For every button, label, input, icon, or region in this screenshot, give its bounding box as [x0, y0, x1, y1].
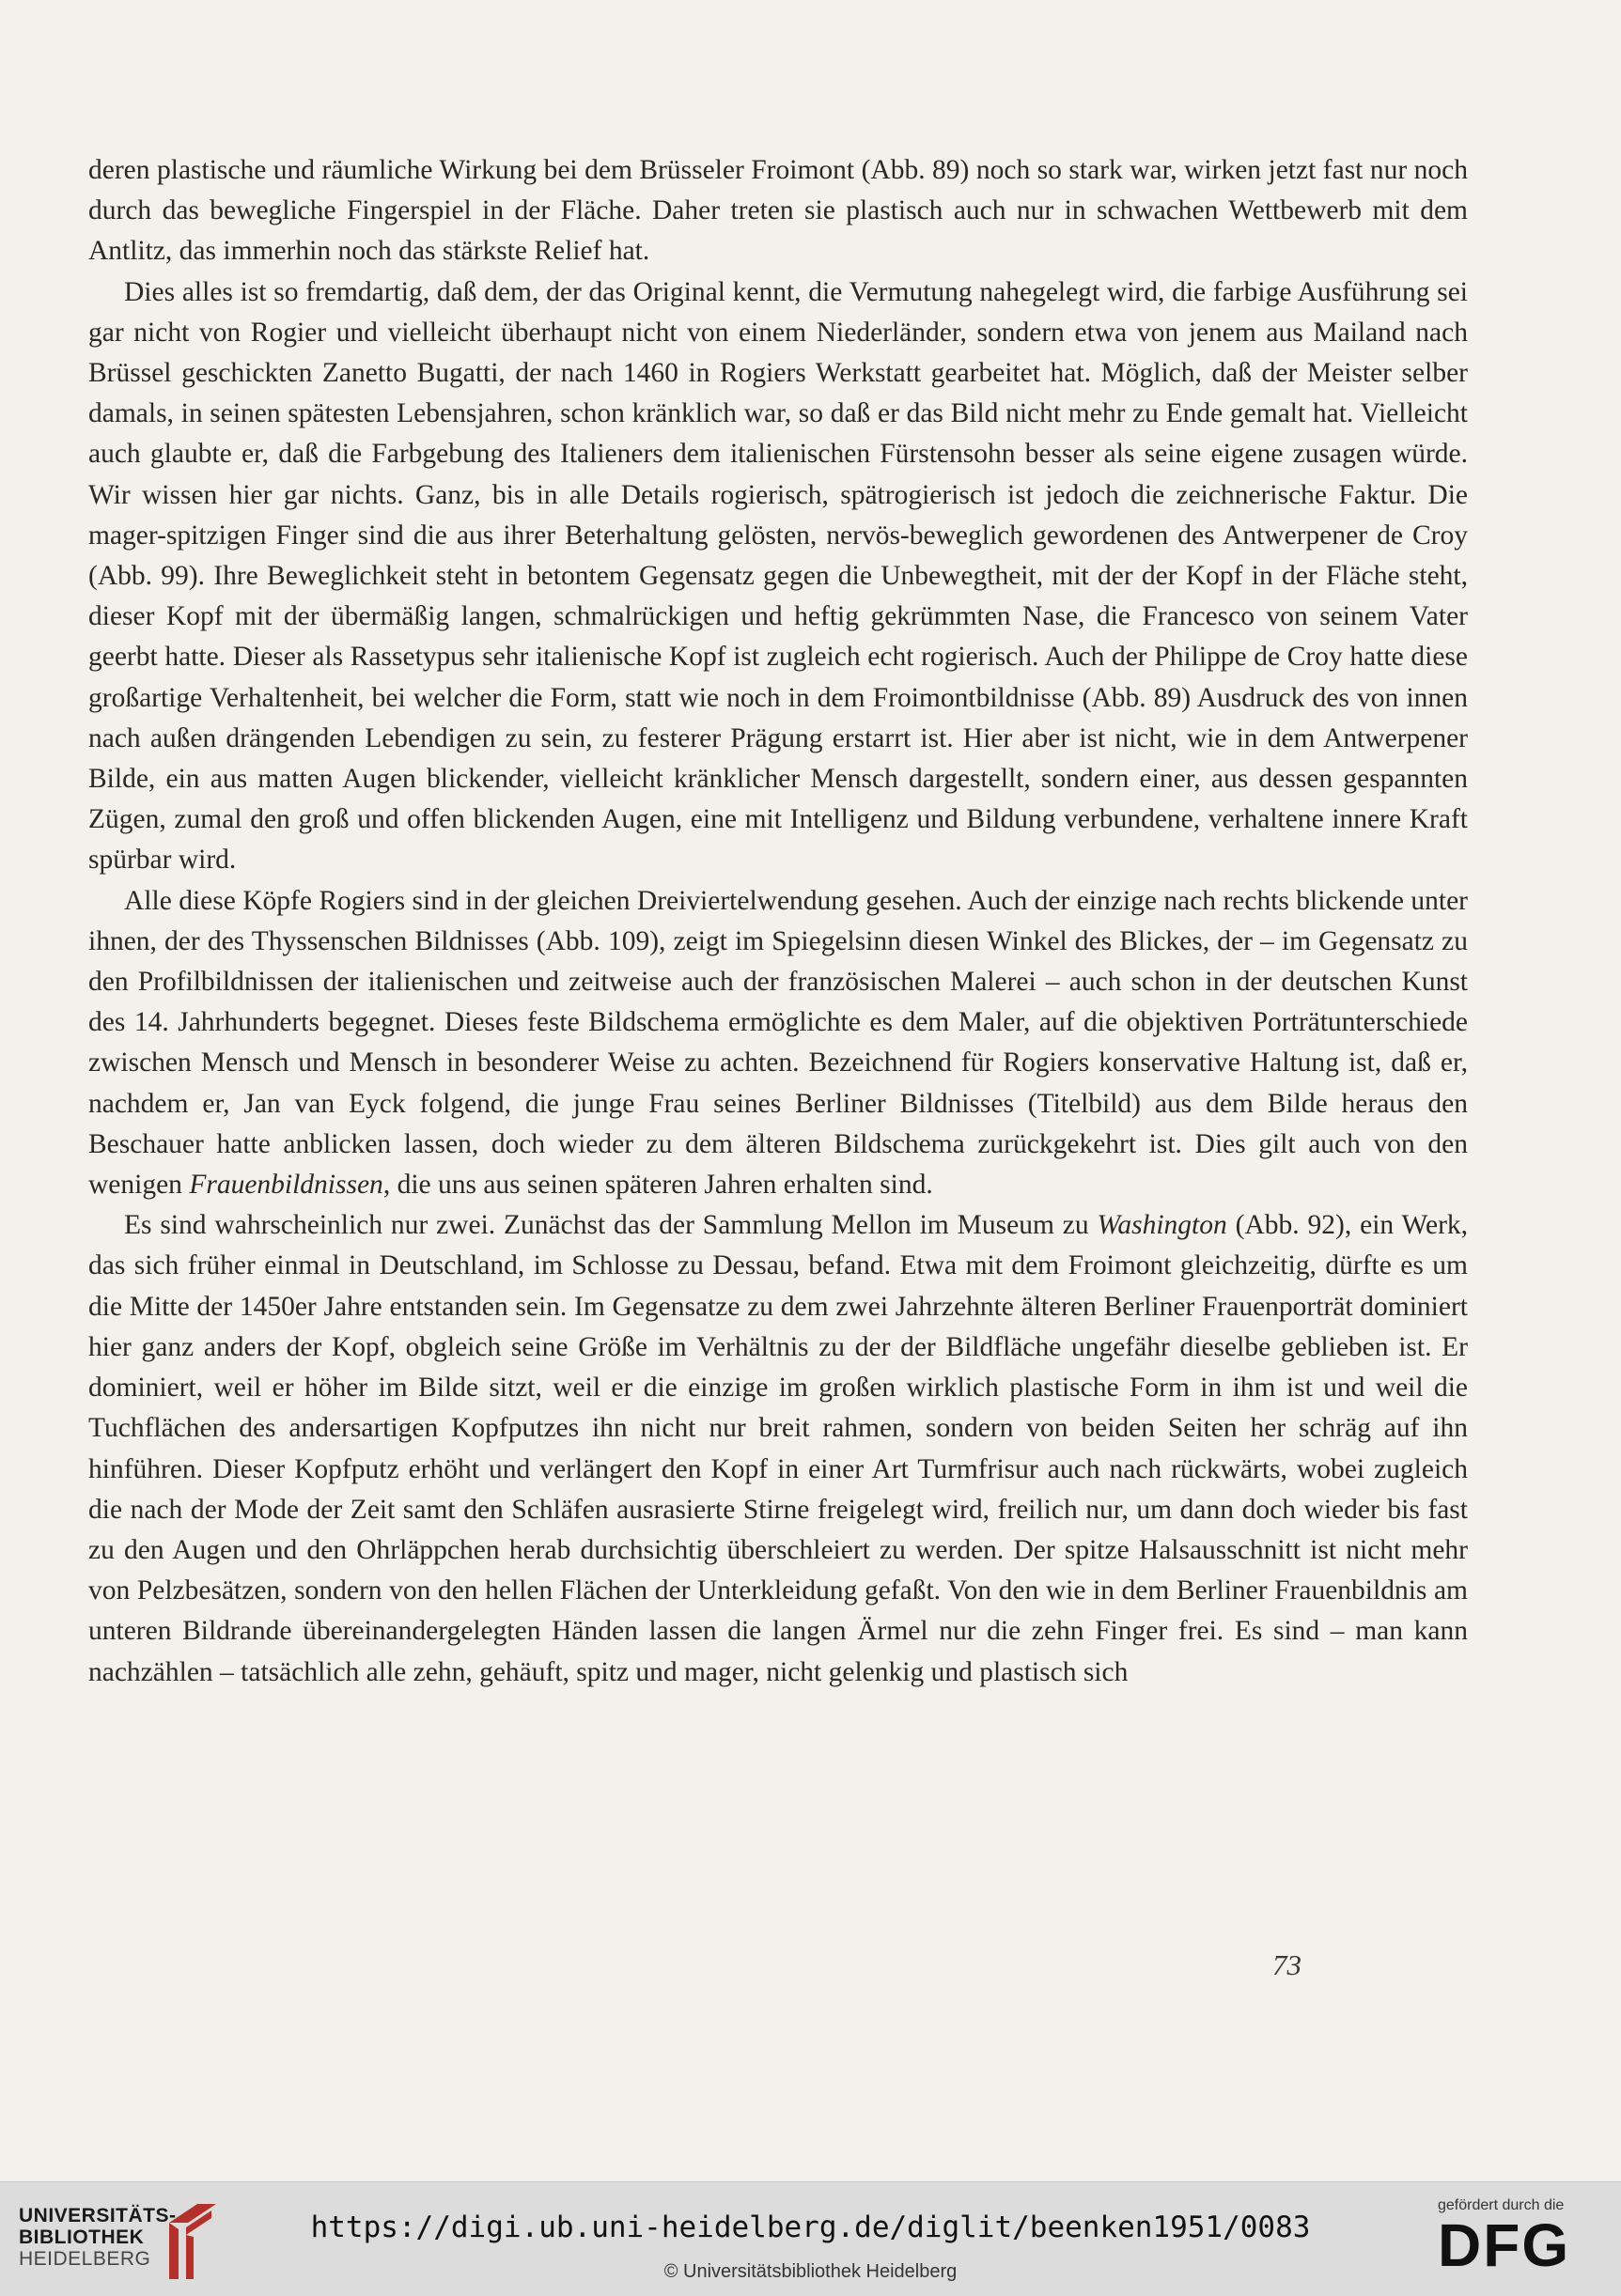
paragraph	[88, 881, 1468, 1206]
italic-term: Frauenbildnissen	[189, 1170, 383, 1201]
paragraph-text: Alle diese Köpfe Rogiers sind in der gleichen Dreiviertelwendung gesehen. Auch der einzige nach rechts blickende unter ihnen, der des Thyssenschen Bildnisses (Abb. 109), zeigt im Spiegelsinn diesen Winkel des Blickes, der – im Gegensatz zu den Profilbildnissen der italienischen und zeitweise auch der französischen Malerei – auch schon in der deutschen Kunst des 14. Jahrhunderts begegnet. Dieses feste Bildschema ermöglichte es dem Maler, auf die objektiven Porträtunterschiede zwischen Mensch und Mensch in besonderer Weise zu achten. Bezeichnend für Rogiers konservative Haltung ist, daß er, nachdem er, Jan van Eyck folgend, die junge Frau seines Berliner Bildnisses (Titelbild) aus dem Bilde heraus den Beschauer hatte anblicken lassen, doch wieder zu dem älteren Bildschema zurückgekehrt ist. Dies gilt auch von den wenigen	[88, 885, 1468, 1201]
body-text	[88, 150, 1468, 1693]
paragraph	[88, 1205, 1468, 1692]
sponsor-text: gefördert durch die	[1438, 2197, 1565, 2213]
logo-line: BIBLIOTHEK	[19, 2226, 145, 2248]
italic-place: Washington	[1097, 1210, 1227, 1241]
paragraph-text: (Abb. 92), ein Werk, das sich früher einmal in Deutschland, im Schlosse zu Dessau, befand. Etwa mit dem Froimont gleichzeitig, dürfte es um die Mitte der 1450er Jahre entstanden sein. Im Gegensatze zu dem zwei Jahrzehnte älteren Berliner Frauenporträt dominiert hier ganz anders der Kopf, obgleich seine Größe im Verhältnis zu der der Bildfläche ungefähr dieselbe geblieben ist. Er dominiert, weil er höher im Bilde sitzt, weil er die einzige im großen wirklich plastische Form in ihm ist und weil die Tuchflächen des andersartigen Kopfputzes ihn nicht nur breit rahmen, sondern von beiden Seiten her schräg auf ihn hinführen. Dieser Kopfputz erhöht und verlängert den Kopf in einer Art Turmfrisur auch nach rückwärts, wobei zugleich die nach der Mode der Zeit samt den Schläfen ausrasierte Stirne freigelegt wird, freilich nur, um dann doch wieder bis fast zu den Augen und den Ohrläppchen herab durchsichtig überschleiert zu werden. Der spitze Halsausschnitt ist nicht mehr von Pelzbesätzen, sondern von den hellen Flächen der Unterkleidung gefaßt. Von den wie in dem Berliner Frauenbildnis am unteren Bildrande übereinandergelegten Händen lassen die langen Ärmel nur die zehn Finger frei. Es sind – man kann nachzählen – tatsächlich alle zehn, gehäuft, spitz und mager, nicht gelenkig und plastisch sich	[88, 1210, 1469, 1687]
document-url-link[interactable]: https://digi.ub.uni-heidelberg.de/diglit/beenken1951/0083	[310, 2211, 1311, 2244]
copyright-text: © Universitätsbibliothek Heidelberg	[663, 2261, 958, 2282]
page-number: 73	[1272, 1948, 1301, 1981]
paragraph: Dies alles ist so fremdartig, daß dem, der das Original kennt, die Vermutung nahegelegt wird, die farbige Ausführung sei gar nicht von Rogier und vielleicht überhaupt nicht von einem Niederländer, sondern etwa von jenem aus Mailand nach Brüssel geschickten Zanetto Bugatti, der nach 1460 in Rogiers Werkstatt gearbeitet hat. Möglich, daß der Meister selber damals, in seinen spätesten Lebensjahren, schon kränklich war, so daß er das Bild nicht mehr zu Ende gemalt hat. Vielleicht auch glaubte er, daß die Farbgebung des Italieners dem italienischen Fürstensohn besser als seine eigene zusagen würde. Wir wissen hier gar nichts. Ganz, bis in alle Details rogierisch, spätrogierisch ist jedoch die zeichnerische Faktur. Die mager-spitzigen Finger sind die aus ihrer Beterhaltung gelösten, nervös-beweglich gewordenen des Antwerpener de Croy (Abb. 99). Ihre Beweglichkeit steht in betontem Gegensatz gegen die Unbewegtheit, mit der der Kopf in der Fläche steht, dieser Kopf mit der übermäßig langen, schmalrückigen und heftig gekrümmten Nase, die Francesco von seinem Vater geerbt hatte. Dieser als Rassetypus sehr italienische Kopf ist zugleich echt rogierisch. Auch der Philippe de Croy hatte diese großartige Verhaltenheit, bei welcher die Form, statt wie noch in dem Froimontbildnisse (Abb. 89) Ausdruck des von innen nach außen drängenden Lebendigen zu sein, zu festerer Prägung erstarrt ist. Hier aber ist nicht, wie in dem Antwerpener Bilde, ein aus matten Augen blickender, vielleicht kränklicher Mensch dargestellt, sondern einer, aus dessen gespannten Zügen, zumal den groß und offen blickenden Augen, eine mit Intelligenz und Bildung verbundene, verhaltene innere Kraft spürbar wird.	[88, 276, 1468, 876]
paragraph-text: , die uns aus seinen späteren Jahren erhalten sind.	[382, 1170, 933, 1201]
paragraph-text: Es sind wahrscheinlich nur zwei. Zunächst das der Sammlung Mellon im Museum zu	[124, 1210, 1089, 1241]
logo-line: UNIVERSITÄTS-	[19, 2205, 177, 2226]
dfg-mark: DFG	[1438, 2211, 1571, 2279]
logo-line: HEIDELBERG	[19, 2248, 151, 2270]
paragraph: deren plastische und räumliche Wirkung bei dem Brüsseler Froimont (Abb. 89) noch so stark war, wirken jetzt fast nur noch durch das bewegliche Fingerspiel in der Fläche. Daher treten sie plastisch auch nur in schwachen Wettbewerb mit dem Antlitz, das immerhin noch das stärkste Relief hat.	[88, 155, 1468, 267]
dfg-logo[interactable]	[1438, 2197, 1607, 2288]
footer-bar	[0, 2181, 1621, 2296]
